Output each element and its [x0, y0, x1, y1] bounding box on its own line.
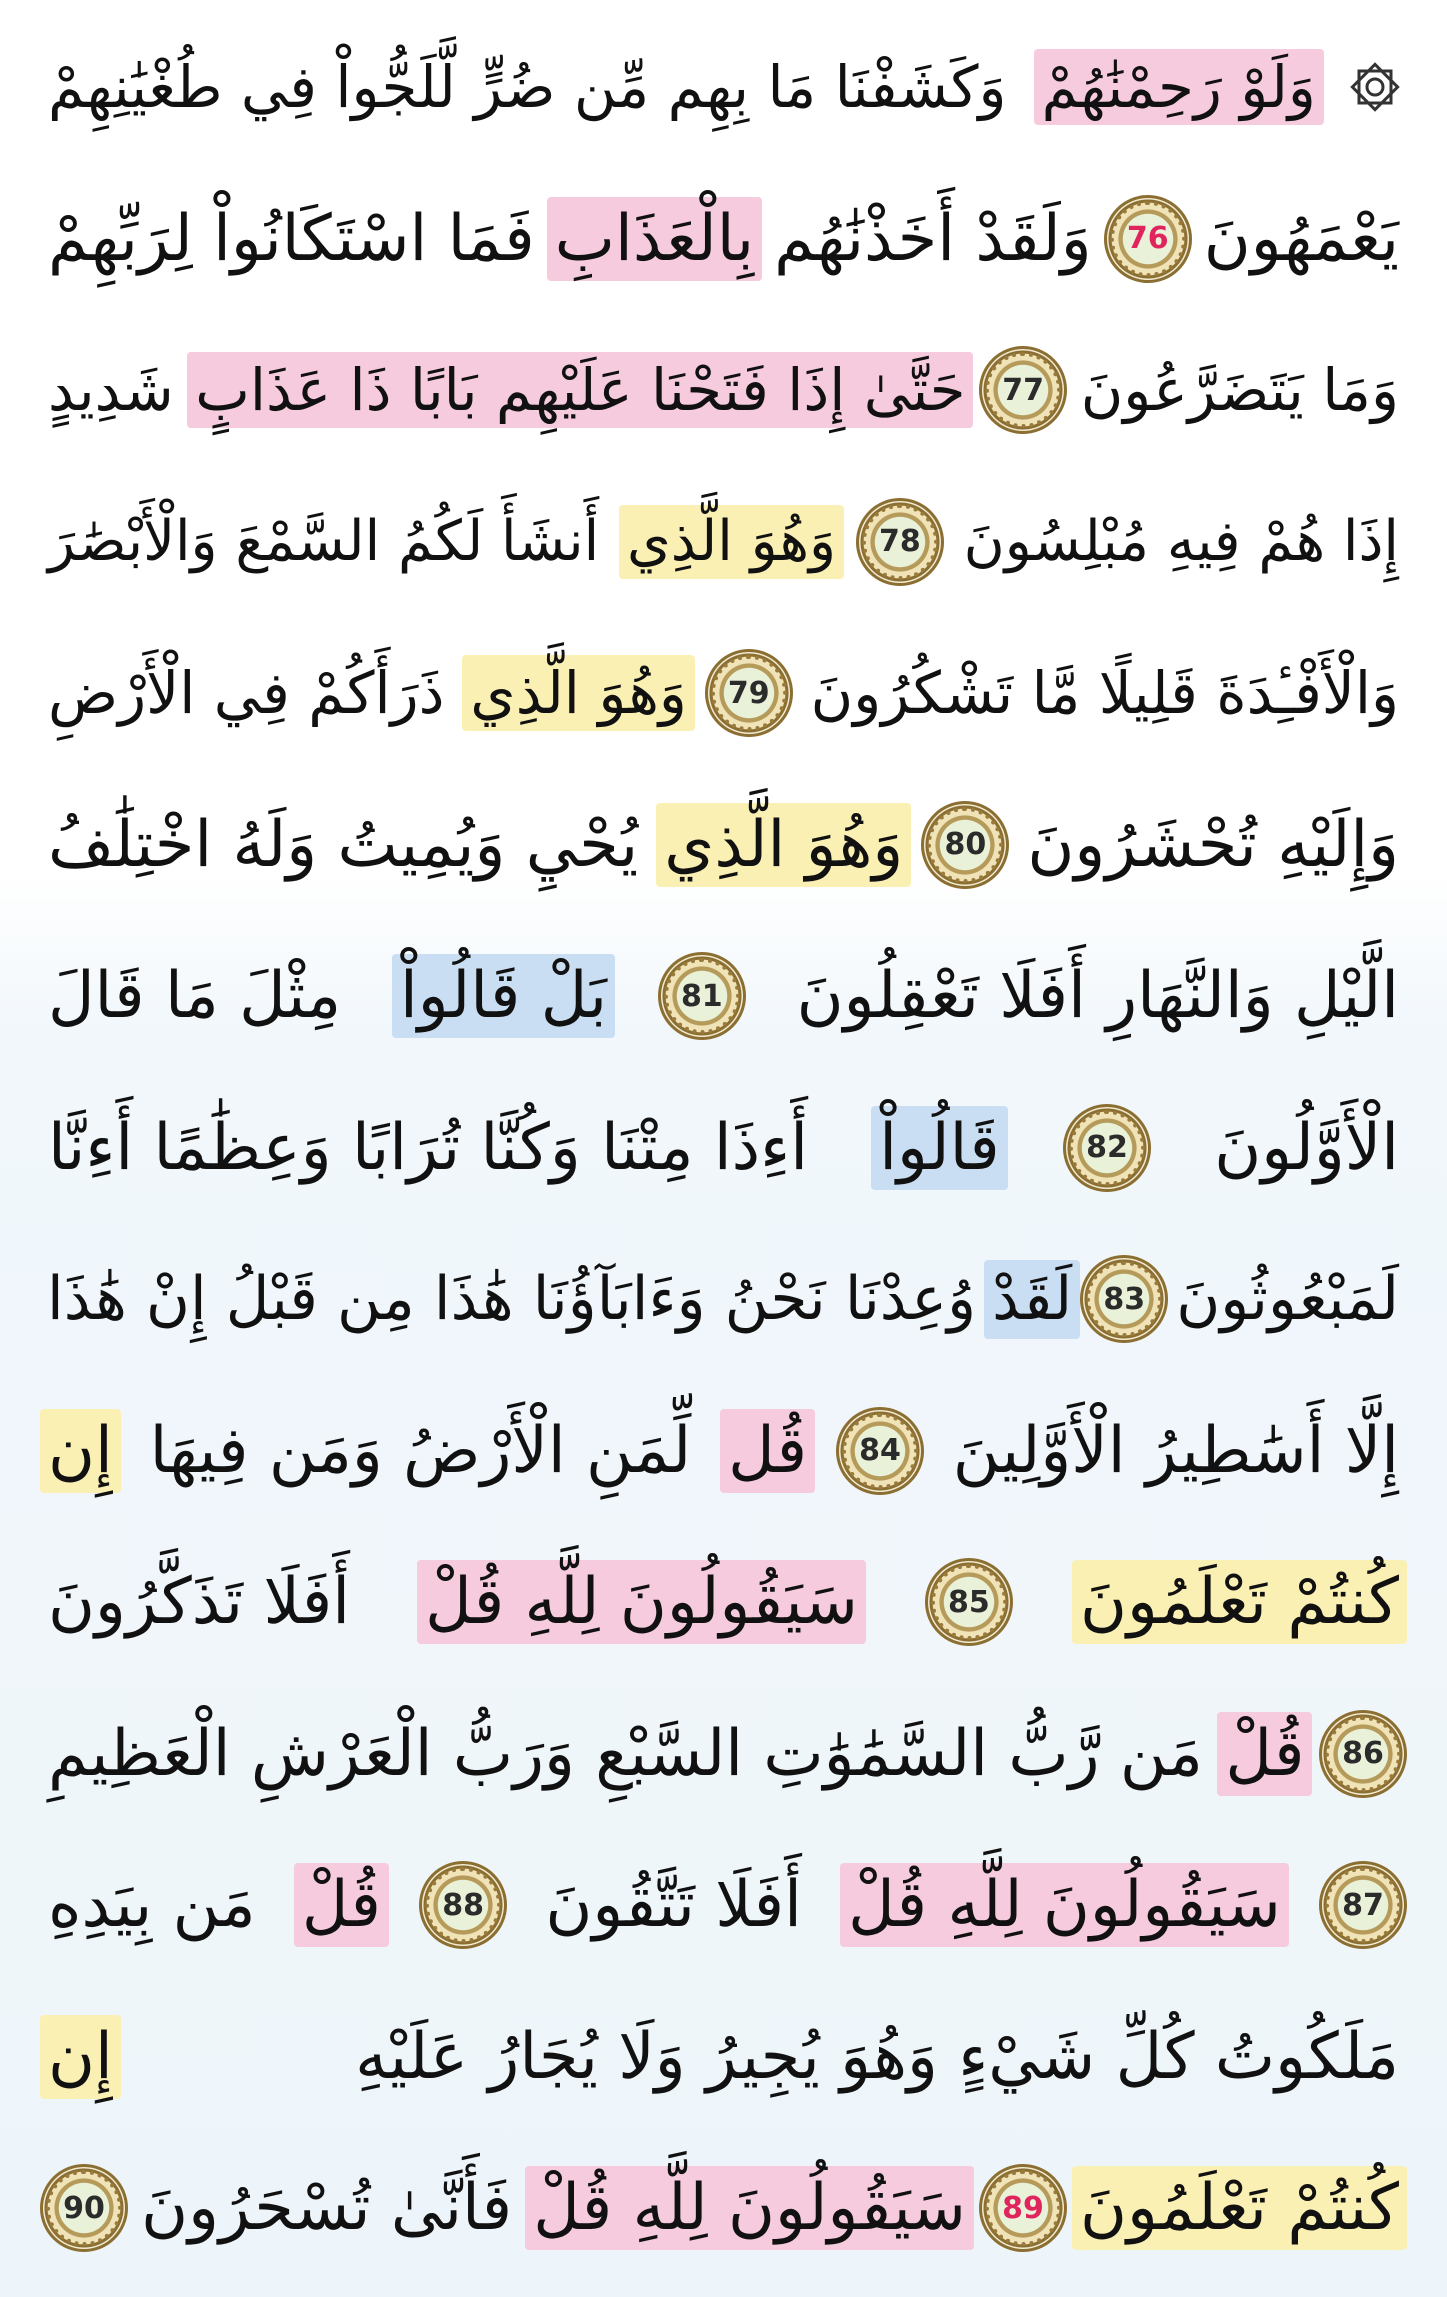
verse-text: وَكَشَفْنَا مَا بِهِم مِّن ضُرٍّ لَّلَجُّواْ فِي طُغْيَٰنِهِمْ: [48, 52, 1007, 121]
verse-text: يَعْمَهُونَ: [1203, 201, 1399, 276]
highlighted-verse-text: بَلْ قَالُواْ: [392, 954, 615, 1038]
verse-text: وَالْأَفْـِٔدَةَ قَلِيلًا مَّا تَشْكُرُونَ: [810, 658, 1399, 727]
verse-text: ذَرَأَكُمْ فِي الْأَرْضِ: [48, 658, 445, 727]
ayah-number: 78: [878, 524, 921, 559]
verse-line: [40, 770, 1407, 920]
highlighted-verse-text: إِن: [40, 1409, 121, 1493]
verse-text: الَّيْلِ وَالنَّهَارِ أَفَلَا تَعْقِلُونَ: [796, 959, 1399, 1033]
verse-text: مَن بِيَدِهِ: [48, 1868, 256, 1942]
ayah-number: 77: [1002, 372, 1044, 408]
highlighted-verse-text: وَلَوْ رَحِمْنَٰهُمْ: [1034, 49, 1324, 126]
verse-line: [40, 164, 1407, 314]
ayah-number: 86: [1342, 1736, 1384, 1771]
ayah-number: 81: [680, 978, 723, 1014]
verse-line: [40, 1679, 1407, 1829]
highlighted-verse-text: بِالْعَذَابِ: [547, 197, 762, 281]
verse-line: [40, 921, 1407, 1071]
verse-text: وَإِلَيْهِ تُحْشَرُونَ: [1027, 807, 1399, 882]
ayah-number: 79: [727, 675, 770, 711]
ayah-number-marker: [1319, 1710, 1407, 1798]
verse-line: [40, 1830, 1407, 1980]
verse-text: الْأَوَّلُونَ: [1214, 1110, 1399, 1185]
verse-text: مَلَكُوتُ كُلِّ شَيْءٍ وَهُوَ يُجِيرُ وَلَا يُجَارُ عَلَيْهِ: [355, 2019, 1399, 2094]
verse-text: يُحْيِ وَيُمِيتُ وَلَهُ اخْتِلَٰفُ: [48, 807, 639, 882]
highlighted-verse-text: قُلْ: [294, 1863, 389, 1947]
verse-text: مَن رَّبُّ السَّمَٰوَٰتِ السَّبْعِ وَرَبُّ الْعَرْشِ الْعَظِيمِ: [48, 1716, 1203, 1791]
verse-text: فَمَا اسْتَكَانُواْ لِرَبِّهِمْ: [48, 201, 535, 276]
verse-text: لِّمَنِ الْأَرْضُ وَمَن فِيهَا: [149, 1413, 692, 1488]
highlighted-verse-text: لَقَدْ: [984, 1260, 1080, 1339]
verse-text: أَنشَأَ لَكُمُ السَّمْعَ وَالْأَبْصَٰرَ: [48, 508, 600, 574]
ayah-number-marker: [1319, 1861, 1407, 1949]
highlighted-verse-text: إِن: [40, 2015, 121, 2099]
highlighted-verse-text: سَيَقُولُونَ لِلَّهِ قُلْ: [525, 2166, 974, 2250]
ayah-number-marker: [1104, 195, 1192, 283]
ayah-number: 83: [1103, 1281, 1146, 1317]
ayah-number-marker: [836, 1407, 924, 1495]
verse-line: [40, 2133, 1407, 2283]
ayah-number-marker: [1063, 1104, 1151, 1192]
ayah-number: 80: [944, 827, 987, 862]
highlighted-verse-text: قُلْ: [1217, 1712, 1312, 1796]
ayah-number-marker: [705, 649, 793, 737]
ayah-number: 76: [1126, 221, 1169, 256]
verse-line: [40, 467, 1407, 617]
rub-el-hizb-star-icon: [1343, 55, 1407, 119]
highlighted-verse-text: كُنتُمْ تَعْلَمُونَ: [1072, 1560, 1407, 1644]
ayah-number: 85: [948, 1584, 990, 1620]
verse-text: وَمَا يَتَضَرَّعُونَ: [1080, 355, 1399, 424]
ayah-number: 84: [859, 1433, 901, 1468]
verse-line: [40, 1376, 1407, 1526]
verse-text: أَفَلَا تَذَكَّرُونَ: [48, 1565, 351, 1639]
ayah-number-marker: [921, 801, 1009, 889]
ayah-number-marker: [1080, 1255, 1168, 1343]
ayah-number: 89: [1002, 2190, 1044, 2226]
ayah-number-marker: [856, 498, 944, 586]
ayah-number-marker: [979, 2164, 1067, 2252]
highlighted-verse-text: سَيَقُولُونَ لِلَّهِ قُلْ: [417, 1560, 866, 1644]
verse-text: مِثْلَ مَا قَالَ: [48, 959, 342, 1033]
ayah-number-marker: [419, 1861, 507, 1949]
verse-line: [40, 618, 1407, 768]
ayah-number-marker: [658, 952, 746, 1040]
ayah-number: 90: [63, 2190, 105, 2226]
highlighted-verse-text: وَهُوَ الَّذِي: [656, 803, 911, 887]
ayah-number: 82: [1086, 1130, 1128, 1165]
highlighted-verse-text: سَيَقُولُونَ لِلَّهِ قُلْ: [840, 1863, 1289, 1947]
verse-line: [40, 1224, 1407, 1374]
verse-text: إِذَا هُمْ فِيهِ مُبْلِسُونَ: [963, 508, 1399, 574]
verse-text: لَمَبْعُوثُونَ: [1176, 1263, 1399, 1334]
highlighted-verse-text: وَهُوَ الَّذِي: [462, 655, 695, 732]
verse-text: أَفَلَا تَتَّقُونَ: [545, 1868, 802, 1942]
ayah-number: 87: [1342, 1887, 1384, 1923]
ayah-number-marker: [925, 1558, 1013, 1646]
verse-text: فَأَنَّىٰ تُسْحَرُونَ: [141, 2171, 513, 2245]
verse-text: أَءِذَا مِتْنَا وَكُنَّا تُرَابًا وَعِظَٰمًا أَءِنَّا: [48, 1110, 808, 1185]
highlighted-verse-text: كُنتُمْ تَعْلَمُونَ: [1072, 2166, 1407, 2250]
verse-line: [40, 315, 1407, 465]
verse-text: شَدِيدٍ: [48, 355, 174, 424]
highlighted-verse-text: حَتَّىٰ إِذَا فَتَحْنَا عَلَيْهِم بَابًا ذَا عَذَابٍ: [187, 352, 973, 429]
verse-text: وُعِدْنَا نَحْنُ وَءَابَآؤُنَا هَٰذَا مِن قَبْلُ إِنْ هَٰذَا: [47, 1263, 977, 1334]
verse-line: [40, 1527, 1407, 1677]
verse-text: إِلَّا أَسَٰطِيرُ الْأَوَّلِينَ: [952, 1413, 1399, 1488]
ayah-number-marker: [40, 2164, 128, 2252]
verse-text: وَلَقَدْ أَخَذْنَٰهُم: [774, 201, 1092, 276]
verse-line: [40, 1073, 1407, 1223]
verse-line: [40, 1982, 1407, 2132]
highlighted-verse-text: قُل: [720, 1409, 815, 1493]
ayah-number: 88: [442, 1887, 485, 1923]
verse-line: [40, 12, 1407, 162]
highlighted-verse-text: وَهُوَ الَّذِي: [619, 505, 844, 579]
ayah-number-marker: [979, 346, 1067, 434]
highlighted-verse-text: قَالُواْ: [871, 1106, 1007, 1190]
